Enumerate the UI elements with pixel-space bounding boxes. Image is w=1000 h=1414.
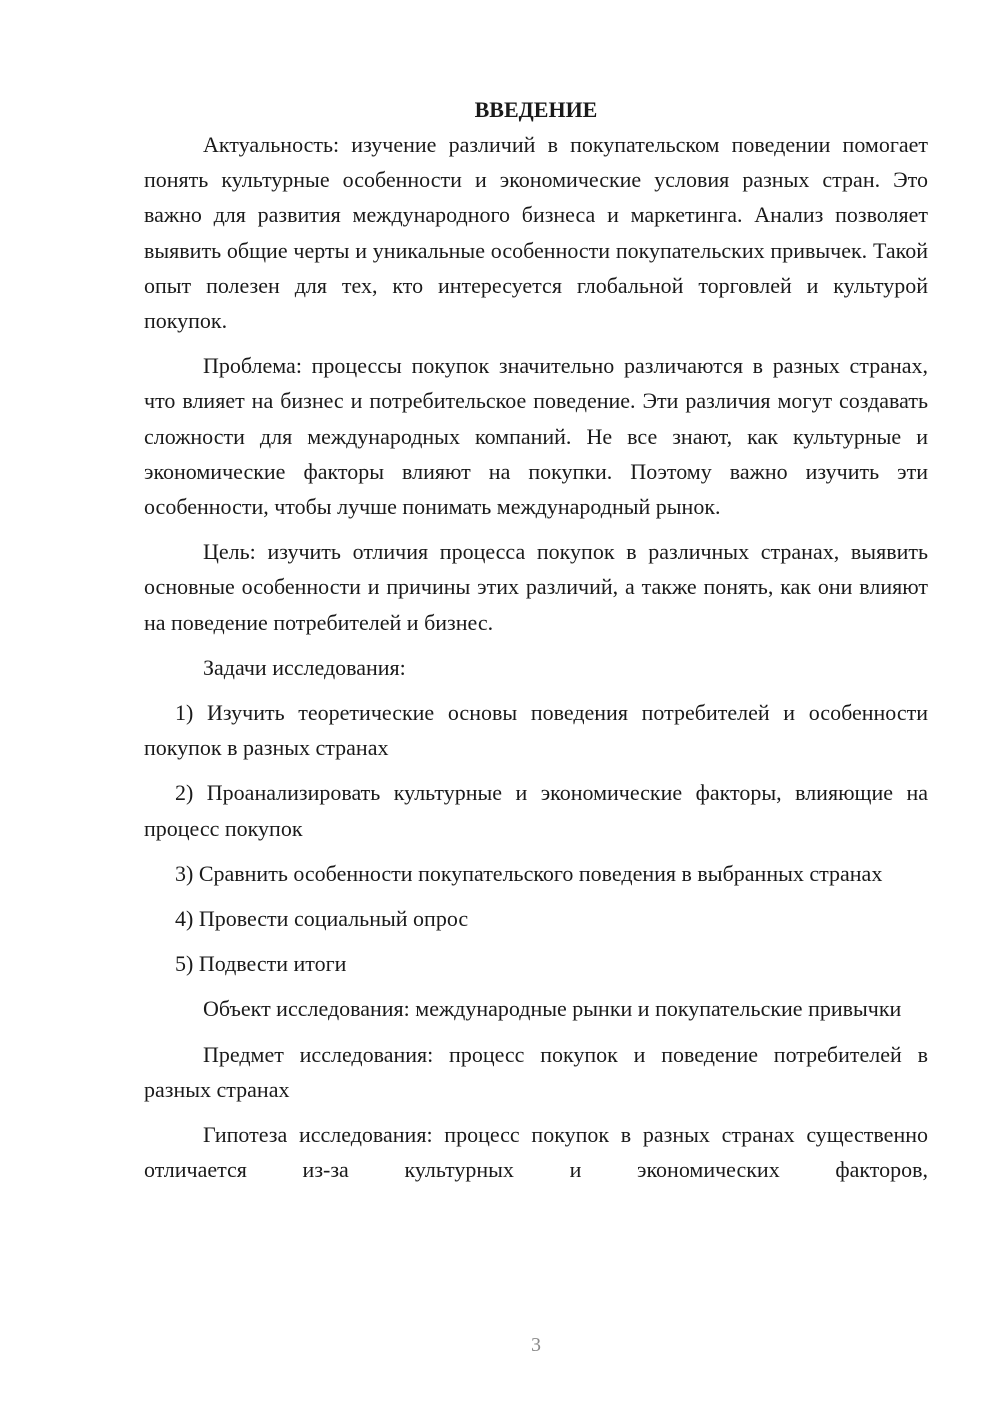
page-title: ВВЕДЕНИЕ [474, 97, 598, 122]
problem-paragraph: Проблема: процессы покупок значительно различаются в разных странах, что влияет на бизнес и потребительское поведение. Эти различия могут создавать сложности для международных компаний. Не все знают, как культурные и экономические факторы влияют на покупки. Поэтому важно изучить эти особенности, чтобы лучше понимать международный рынок. [144, 353, 928, 520]
task-item-2: 2) Проанализировать культурные и экономические факторы, влияющие на процесс покупок [144, 780, 928, 841]
relevance-paragraph: Актуальность: изучение различий в покупательском поведении помогает понять культурные особенности и экономические условия разных стран. Это важно для развития международного бизнеса и маркетинга. Анализ позволяет выявить общие черты и уникальные особенности покупательских привычек. Такой опыт полезен для тех, кто интересуется глобальной торговлей и культурой покупок. [144, 132, 928, 334]
tasks-heading: Задачи исследования: [203, 654, 406, 680]
goal-paragraph: Цель: изучить отличия процесса покупок в различных странах, выявить основные особенности и причины этих различий, а также понять, как они влияют на поведение потребителей и бизнес. [144, 539, 928, 635]
hypothesis-paragraph: Гипотеза исследования: процесс покупок в разных странах существенно отличается из-за культурных и экономических факторов, [144, 1122, 928, 1183]
page-content [144, 92, 928, 1187]
task-item-5: 5) Подвести итоги [175, 951, 347, 977]
task-item-4: 4) Провести социальный опрос [175, 906, 469, 932]
object-paragraph: Объект исследования: международные рынки и покупательские привычки [203, 996, 902, 1022]
subject-paragraph: Предмет исследования: процесс покупок и поведение потребителей в разных странах [144, 1041, 928, 1102]
task-item-1: 1) Изучить теоретические основы поведения потребителей и особенности покупок в разных странах [144, 700, 928, 761]
task-item-3: 3) Сравнить особенности покупательского поведения в выбранных странах [175, 860, 883, 886]
page-number: 3 [531, 1334, 541, 1356]
